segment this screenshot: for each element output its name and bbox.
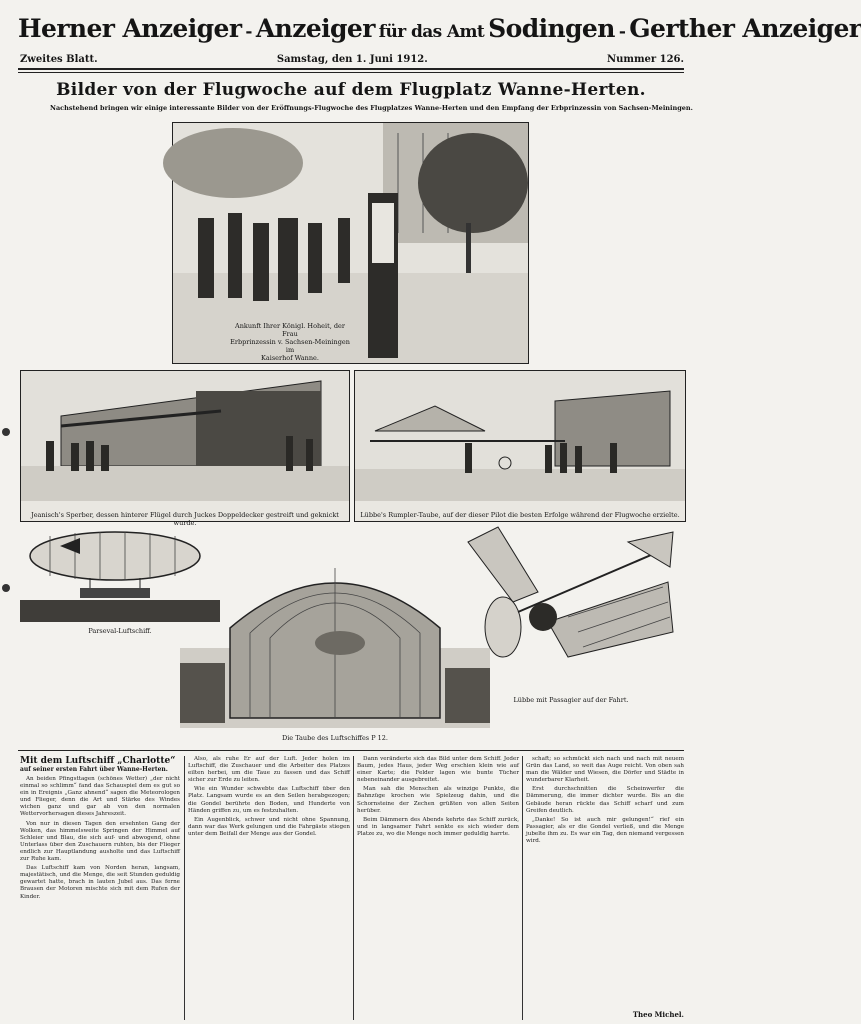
photo-sperber [20, 370, 350, 527]
article-paragraph: Dann veränderte sich das Bild unter dem Schiff. Jeder Baum, jedes Haus, jeder Weg erschien klein wie auf einer Karte; die Felder lagen wie bunte Tücher nebeneinander ausgebreitet. [357, 756, 519, 784]
intro-text: Nachstehend bringen wir einige interessante Bilder von der Eröffnungs-Flugwoche des Flugplatzes Wanne-Herten und den Empfang der Erbprinzessin von Sachsen-Meiningen. [50, 104, 693, 112]
sperber-illustration [21, 371, 349, 501]
caption-sperber: Jeanisch's Sperber, dessen hinterer Flügel durch Juckes Doppeldecker gestreift und geknickt wurde. [31, 511, 339, 527]
masthead-separator: - [618, 22, 626, 42]
photo-rumpler-taube [354, 370, 686, 522]
article-column-1 [20, 756, 180, 1020]
article-paragraph: Also, als ruhe Er auf der Luft. Jeder holen im Luftschiff, die Zuschauer und die Arbeiter des Platzes eilten herbei, um die Taue zu fassen und das Schiff sicher zur Erde zu leiten. [188, 756, 350, 784]
issue-line [20, 54, 684, 65]
binder-hole [2, 428, 10, 436]
article-rule [18, 750, 684, 751]
column-divider [353, 756, 354, 1020]
caption-hangar: Die Taube des Luftschiffes P 12. [282, 734, 388, 742]
article-title: Mit dem Luftschiff „Charlotte“ [20, 756, 176, 766]
sheet-number: Zweites Blatt. [20, 54, 98, 65]
caption-luebbe-passenger: Lübbe mit Passagier auf der Fahrt. [513, 696, 629, 704]
article-column-3 [357, 756, 519, 1020]
article-subtitle: auf seiner ersten Fahrt über Wanne-Herten. [20, 766, 168, 773]
arrival-illustration [173, 123, 528, 363]
article-paragraph: Ein Augenblick, schwer und nicht ohne Spannung, dann war das Werk gelungen und die Fahrgäste stiegen unter dem Beifall der Menge aus der Gondel. [188, 816, 350, 837]
article-paragraph: Von nur in diesen Tagen den ersehnten Gang der Wolken, das himmelsweite Springen der Himmel auf Schleier und Blau, die sich auf- und abwogend, ohne Unterlass über den Zuschauern ruhten, bis der Flieger endlich zur Hauptlandung ausholte und das Luftschiff zur Ruhe kam. [20, 820, 180, 863]
masthead-rule-thin [18, 72, 684, 73]
masthead-title-sodingen: Sodingen [488, 14, 615, 43]
article-paragraph: Erst durchschnitten die Scheinwerfer die Dämmerung, die immer dichter wurde. Bis an die Gebäude heran rückte das Schiff scharf und zum Greifen deutlich. [526, 786, 684, 814]
photo-luebbe-passenger [458, 522, 684, 712]
rumpler-illustration [355, 371, 685, 501]
masthead-title-herne: Herner Anzeiger [18, 14, 242, 43]
article-paragraph: „Danke! So ist auch mir gelungen!“ rief ein Passagier, als er die Gondel verließ, und die Menge jubelte ihm zu. Es war ein Tag, den niemand vergessen wird. [526, 816, 684, 845]
column-divider [184, 756, 185, 1020]
issue-number: Nummer 126. [606, 54, 684, 65]
caption-rumpler-taube: Lübbe's Rumpler-Taube, auf der dieser Pilot die besten Erfolge während der Flugwoche erzielte. [360, 511, 680, 519]
article-author: Theo Michel. [632, 1010, 684, 1019]
masthead-title-gerthe: Gerther Anzeiger [629, 14, 861, 43]
luebbe-illustration [458, 522, 684, 692]
issue-date: Samstag, den 1. Juni 1912. [276, 54, 428, 65]
article-paragraph: Das Luftschiff kam von Norden heran, langsam, majestätisch, und die Menge, die seit Stunden geduldig gewartet hatte, brach in lauten Jubel aus. Das ferne Brausen der Motoren mischte sich mit dem Rufen der Kinder. [20, 865, 180, 900]
hangar-illustration [180, 548, 490, 728]
column-divider [522, 756, 523, 1020]
article-paragraph: Wie ein Wunder schwebte das Luftschiff über den Platz. Langsam wurde es an den Seilen herabgezogen; die Gondel berührte den Boden, und Hunderte von Händen griffen zu, um es festzuhalten. [188, 786, 350, 814]
masthead [18, 14, 861, 50]
article-column-4 [526, 756, 684, 1008]
caption-arrival: Ankunft Ihrer Königl. Hoheit, der Frau Erbprinzessin v. Sachsen-Meiningen im Kaiserhof Wanne. [230, 322, 350, 362]
masthead-title-anzeiger: Anzeiger [255, 14, 375, 43]
article-paragraph: An beiden Pfingsttagen (schönes Wetter) „der nicht einmal so schlimm“ fand das Schauspiel dem es gut so ein in Ereignis „Ganz ahnend“ sagen die Meteorologen und Flieger, denn die Art und Stärke des Windes wichen ganz und gar ab von den normalen Wettervorhersagen dieses Jahreszeit. [20, 776, 180, 818]
masthead-separator: - [245, 22, 252, 42]
caption-parseval: Parseval-Luftschiff. [88, 627, 152, 635]
masthead-rule [18, 68, 684, 70]
article-paragraph: Man sah die Menschen als winzige Punkte, die Bahnzüge krochen wie Spielzeug dahin, und die Schornsteine der Zechen grüßten von allen Seiten herüber. [357, 786, 519, 814]
photo-hangar [180, 548, 490, 743]
article-paragraph: Beim Dämmern des Abends kehrte das Schiff zurück, und in langsamer Fahrt senkte es sich wieder dem Platze zu, wo die Menge noch immer geduldig harrte. [357, 816, 519, 837]
photo-arrival [172, 122, 529, 364]
article-paragraph: schaft; so schmückt sich nach und nach mit neuem Grün das Land, so weit das Auge reicht. Von oben sah man die Wälder und Wiesen, die Dörfer und Städte in wunderbarer Klarheit. [526, 756, 684, 784]
binder-hole [2, 584, 10, 592]
article-column-2 [188, 756, 350, 1020]
page-headline: Bilder von der Flugwoche auf dem Flugplatz Wanne-Herten. [56, 80, 646, 100]
masthead-title-amt: für das Amt [378, 22, 485, 42]
